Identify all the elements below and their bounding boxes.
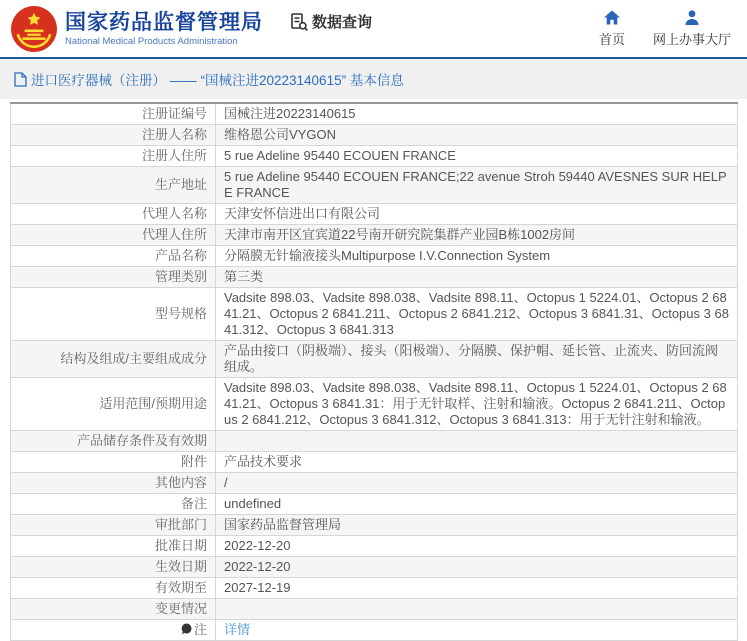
row-label: 产品名称	[11, 246, 216, 267]
row-label: 生产地址	[11, 167, 216, 204]
row-label: 代理人住所	[11, 225, 216, 246]
row-label: 变更情况	[11, 599, 216, 620]
row-value: 维格恩公司VYGON	[216, 125, 738, 146]
table-row	[11, 125, 738, 146]
agency-name-cn: 国家药品监督管理局	[65, 10, 263, 34]
table-row	[11, 452, 738, 473]
row-value: Vadsite 898.03、Vadsite 898.038、Vadsite 898.11、Octopus 1 5224.01、Octopus 2 6841.21、Octopus 2 6841.211、Octopus 2 6841.212、Octopus 3 6841.31、Octopus 3 6841.312、Octopus 3 6841.313	[216, 288, 738, 341]
row-value	[216, 599, 738, 620]
row-value: 国家药品监督管理局	[216, 515, 738, 536]
data-query-link[interactable]	[289, 11, 372, 32]
row-label: 生效日期	[11, 557, 216, 578]
info-table	[10, 102, 738, 641]
table-row	[11, 378, 738, 431]
table-row	[11, 473, 738, 494]
top-nav	[599, 10, 731, 48]
table-row	[11, 246, 738, 267]
row-value: /	[216, 473, 738, 494]
table-row	[11, 103, 738, 125]
row-label: 批准日期	[11, 536, 216, 557]
nav-home[interactable]	[599, 10, 625, 48]
row-value: 天津市南开区宜宾道22号南开研究院集群产业园B栋1002房间	[216, 225, 738, 246]
row-value: 第三类	[216, 267, 738, 288]
table-row	[11, 515, 738, 536]
row-label: 结构及组成/主要组成成分	[11, 341, 216, 378]
row-value	[216, 620, 738, 641]
nav-home-label: 首页	[598, 31, 625, 47]
row-value	[216, 431, 738, 452]
table-row	[11, 267, 738, 288]
table-row	[11, 494, 738, 515]
breadcrumb	[0, 59, 747, 99]
row-value: 天津安怀信进出口有限公司	[216, 204, 738, 225]
document-search-icon	[289, 12, 309, 32]
info-table-body	[11, 103, 738, 641]
person-icon	[684, 10, 700, 25]
nav-online-hall[interactable]	[653, 10, 731, 48]
table-row	[11, 204, 738, 225]
table-row	[11, 578, 738, 599]
row-value: 产品技术要求	[216, 452, 738, 473]
row-label: 附件	[11, 452, 216, 473]
row-value: 2022-12-20	[216, 536, 738, 557]
home-icon	[604, 10, 620, 25]
table-row	[11, 146, 738, 167]
row-label: 注册人名称	[11, 125, 216, 146]
table-row	[11, 536, 738, 557]
row-value: 2022-12-20	[216, 557, 738, 578]
table-row	[11, 620, 738, 641]
table-row	[11, 599, 738, 620]
row-label: 注	[11, 620, 216, 641]
row-value: Vadsite 898.03、Vadsite 898.038、Vadsite 898.11、Octopus 1 5224.01、Octopus 2 6841.21、Octopus 3 6841.31：用于无针取样、注射和输液。Octopus 2 6841.211、Octopus 2 6841.212、Octopus 3 6841.312、Octopus 3 6841.313：用于无针注射和输液。	[216, 378, 738, 431]
details-link[interactable]: 详情	[224, 622, 251, 637]
row-label: 有效期至	[11, 578, 216, 599]
row-value: 5 rue Adeline 95440 ECOUEN FRANCE	[216, 146, 738, 167]
row-label: 注册证编号	[11, 103, 216, 125]
page-icon	[14, 72, 27, 87]
note-balloon-icon	[181, 623, 192, 635]
row-label: 管理类别	[11, 267, 216, 288]
row-value: 2027-12-19	[216, 578, 738, 599]
site-header	[0, 0, 747, 59]
row-label: 代理人名称	[11, 204, 216, 225]
table-row	[11, 288, 738, 341]
row-label: 其他内容	[11, 473, 216, 494]
row-value: 产品由接口（阴极端）、接头（阳极端）、分隔膜、保护帽、延长管、止流夹、防回流阀组成。	[216, 341, 738, 378]
table-row	[11, 557, 738, 578]
brand-text	[65, 10, 263, 47]
table-row	[11, 341, 738, 378]
table-row	[11, 225, 738, 246]
row-label: 适用范围/预期用途	[11, 378, 216, 431]
row-label: 型号规格	[11, 288, 216, 341]
data-query-label: 数据查询	[312, 14, 373, 31]
breadcrumb-text: 进口医疗器械（注册） —— “国械注进20223140615” 基本信息	[31, 73, 404, 88]
row-value: 分隔膜无针输液接头Multipurpose I.V.Connection System	[216, 246, 738, 267]
row-value: 国械注进20223140615	[216, 103, 738, 125]
nav-online-hall-label: 网上办事大厅	[652, 31, 731, 47]
national-emblem-icon	[10, 5, 58, 53]
table-row	[11, 167, 738, 204]
row-label: 注册人住所	[11, 146, 216, 167]
agency-logo-link[interactable]	[10, 5, 263, 53]
row-label: 产品储存条件及有效期	[11, 431, 216, 452]
row-label: 备注	[11, 494, 216, 515]
row-value: 5 rue Adeline 95440 ECOUEN FRANCE;22 avenue Stroh 59440 AVESNES SUR HELPE FRANCE	[216, 167, 738, 204]
table-row	[11, 431, 738, 452]
agency-name-en: National Medical Products Administration	[65, 36, 238, 48]
row-value: undefined	[216, 494, 738, 515]
row-label: 审批部门	[11, 515, 216, 536]
